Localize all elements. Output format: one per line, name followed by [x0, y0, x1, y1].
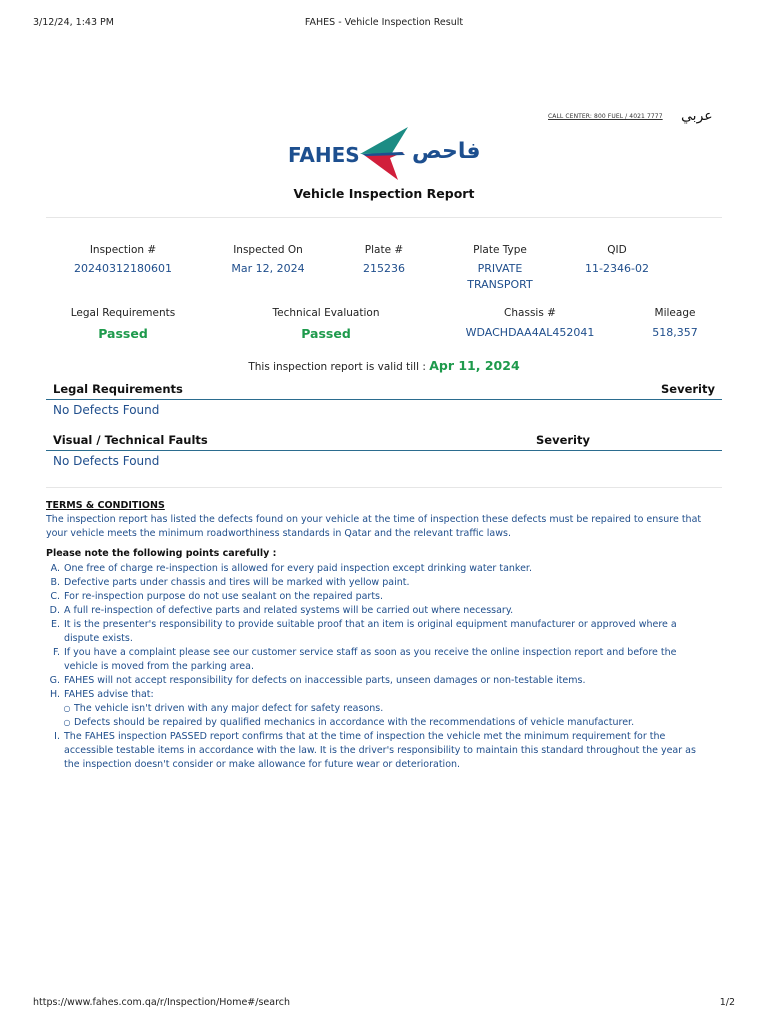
circle-bullet-icon: ○ [63, 718, 71, 727]
logo-text-en: FAHES [288, 143, 360, 167]
point-letter: B. [50, 577, 60, 588]
plate-type-value [455, 261, 545, 293]
point-letter: H. [50, 689, 60, 700]
circle-bullet-icon: ○ [63, 704, 71, 713]
inspected-on-label: Inspected On [233, 244, 303, 256]
point-text: The FAHES inspection PASSED report confirms that at the time of inspection the vehicle met the minimum requirement for the accessible testable items in accordance with the law. It is the driver's responsibility to maintain this standard throughout the year as the inspection doesn't consider or make allowance for future wear or deterioration. [64, 731, 696, 770]
plate-type-line2: TRANSPORT [467, 278, 533, 291]
legal-severity-header: Severity [661, 382, 715, 396]
mileage-value: 518,357 [652, 326, 698, 339]
visual-section-title: Visual / Technical Faults [53, 433, 208, 447]
point-d [46, 604, 706, 618]
inspected-on-value: Mar 12, 2024 [231, 262, 305, 275]
plate-type-line1: PRIVATE [477, 262, 523, 275]
divider [46, 217, 722, 218]
validity-date: Apr 11, 2024 [429, 358, 520, 373]
chassis-label: Chassis # [504, 307, 556, 319]
inspection-number-value: 20240312180601 [74, 262, 172, 275]
logo-chevron-red [364, 152, 404, 180]
validity-line [0, 358, 768, 373]
terms-title: TERMS & CONDITIONS [46, 500, 165, 511]
point-i [46, 730, 706, 772]
qid-value: 11-2346-02 [585, 262, 649, 275]
sub-point-text: The vehicle isn't driven with any major defect for safety reasons. [74, 703, 384, 714]
point-text: It is the presenter's responsibility to provide suitable proof that an item is original equipment manufacturer or approved where a dispute exists. [64, 619, 677, 644]
technical-evaluation-label: Technical Evaluation [272, 307, 380, 319]
call-center-link[interactable]: CALL CENTER: 800 FUEL / 4021 7777 [548, 113, 663, 120]
legal-requirements-status: Passed [98, 326, 148, 341]
legal-requirements-label: Legal Requirements [70, 307, 176, 319]
terms-intro: The inspection report has listed the defects found on your vehicle at the time of inspection these defects must be repaired to ensure that your vehicle meets the minimum roadworthiness standards in Qatar and the relevant traffic laws. [46, 514, 702, 539]
point-g [46, 674, 706, 688]
point-letter: E. [50, 619, 60, 630]
point-text: If you have a complaint please see our customer service staff as soon as you receive the online inspection report and before the vehicle is moved from the parking area. [64, 647, 677, 672]
point-e [46, 618, 706, 646]
point-text: A full re-inspection of defective parts and related systems will be carried out where necessary. [64, 605, 514, 616]
point-text: FAHES will not accept responsibility for defects on inaccessible parts, unseen damages or non-testable items. [64, 675, 586, 686]
legal-no-defects: No Defects Found [53, 403, 160, 417]
print-page-title: FAHES - Vehicle Inspection Result [304, 17, 464, 28]
point-a [46, 562, 706, 576]
print-page-number: 1/2 [719, 997, 735, 1008]
visual-no-defects: No Defects Found [53, 454, 160, 468]
logo-chevron-teal [360, 127, 408, 154]
report-title: Vehicle Inspection Report [293, 186, 475, 201]
point-b [46, 576, 706, 590]
sub-point [60, 702, 706, 716]
validity-text: This inspection report is valid till : [248, 361, 426, 373]
terms-points [46, 562, 706, 772]
point-h [46, 688, 706, 702]
legal-section-title: Legal Requirements [53, 382, 183, 396]
sub-point [60, 716, 706, 730]
legal-requirements-header [46, 381, 722, 400]
point-letter: A. [50, 563, 60, 574]
point-text: One free of charge re-inspection is allowed for every paid inspection except drinking water tanker. [64, 563, 532, 574]
point-text: Defective parts under chassis and tires will be marked with yellow paint. [64, 577, 410, 588]
print-url: https://www.fahes.com.qa/r/Inspection/Home#/search [33, 997, 291, 1008]
technical-evaluation-status: Passed [301, 326, 351, 341]
visual-severity-header: Severity [536, 433, 590, 447]
fahes-logo [286, 124, 486, 182]
plate-number-label: Plate # [364, 244, 404, 256]
plate-number-value: 215236 [363, 262, 405, 275]
sub-point-text: Defects should be repaired by qualified mechanics in accordance with the recommendations of vehicle manufacturer. [74, 717, 635, 728]
note-title: Please note the following points carefully : [46, 548, 277, 559]
point-c [46, 590, 706, 604]
point-letter: G. [49, 675, 60, 686]
chassis-value: WDACHDAA4AL452041 [465, 326, 595, 339]
inspection-number-label: Inspection # [89, 244, 157, 256]
point-text: FAHES advise that: [64, 689, 154, 700]
divider [46, 487, 722, 488]
logo-text-ar: فاحص [412, 139, 481, 164]
point-letter: I. [54, 731, 60, 742]
point-f [46, 646, 706, 674]
print-datetime: 3/12/24, 1:43 PM [33, 17, 114, 28]
qid-label: QID [607, 244, 627, 256]
plate-type-label: Plate Type [473, 244, 527, 256]
point-letter: F. [53, 647, 60, 658]
arabic-language-link[interactable]: عربي [681, 108, 713, 124]
mileage-label: Mileage [654, 307, 696, 319]
point-letter: C. [50, 591, 60, 602]
point-letter: D. [49, 605, 60, 616]
visual-faults-header [46, 432, 722, 451]
point-text: For re-inspection purpose do not use sealant on the repaired parts. [64, 591, 384, 602]
